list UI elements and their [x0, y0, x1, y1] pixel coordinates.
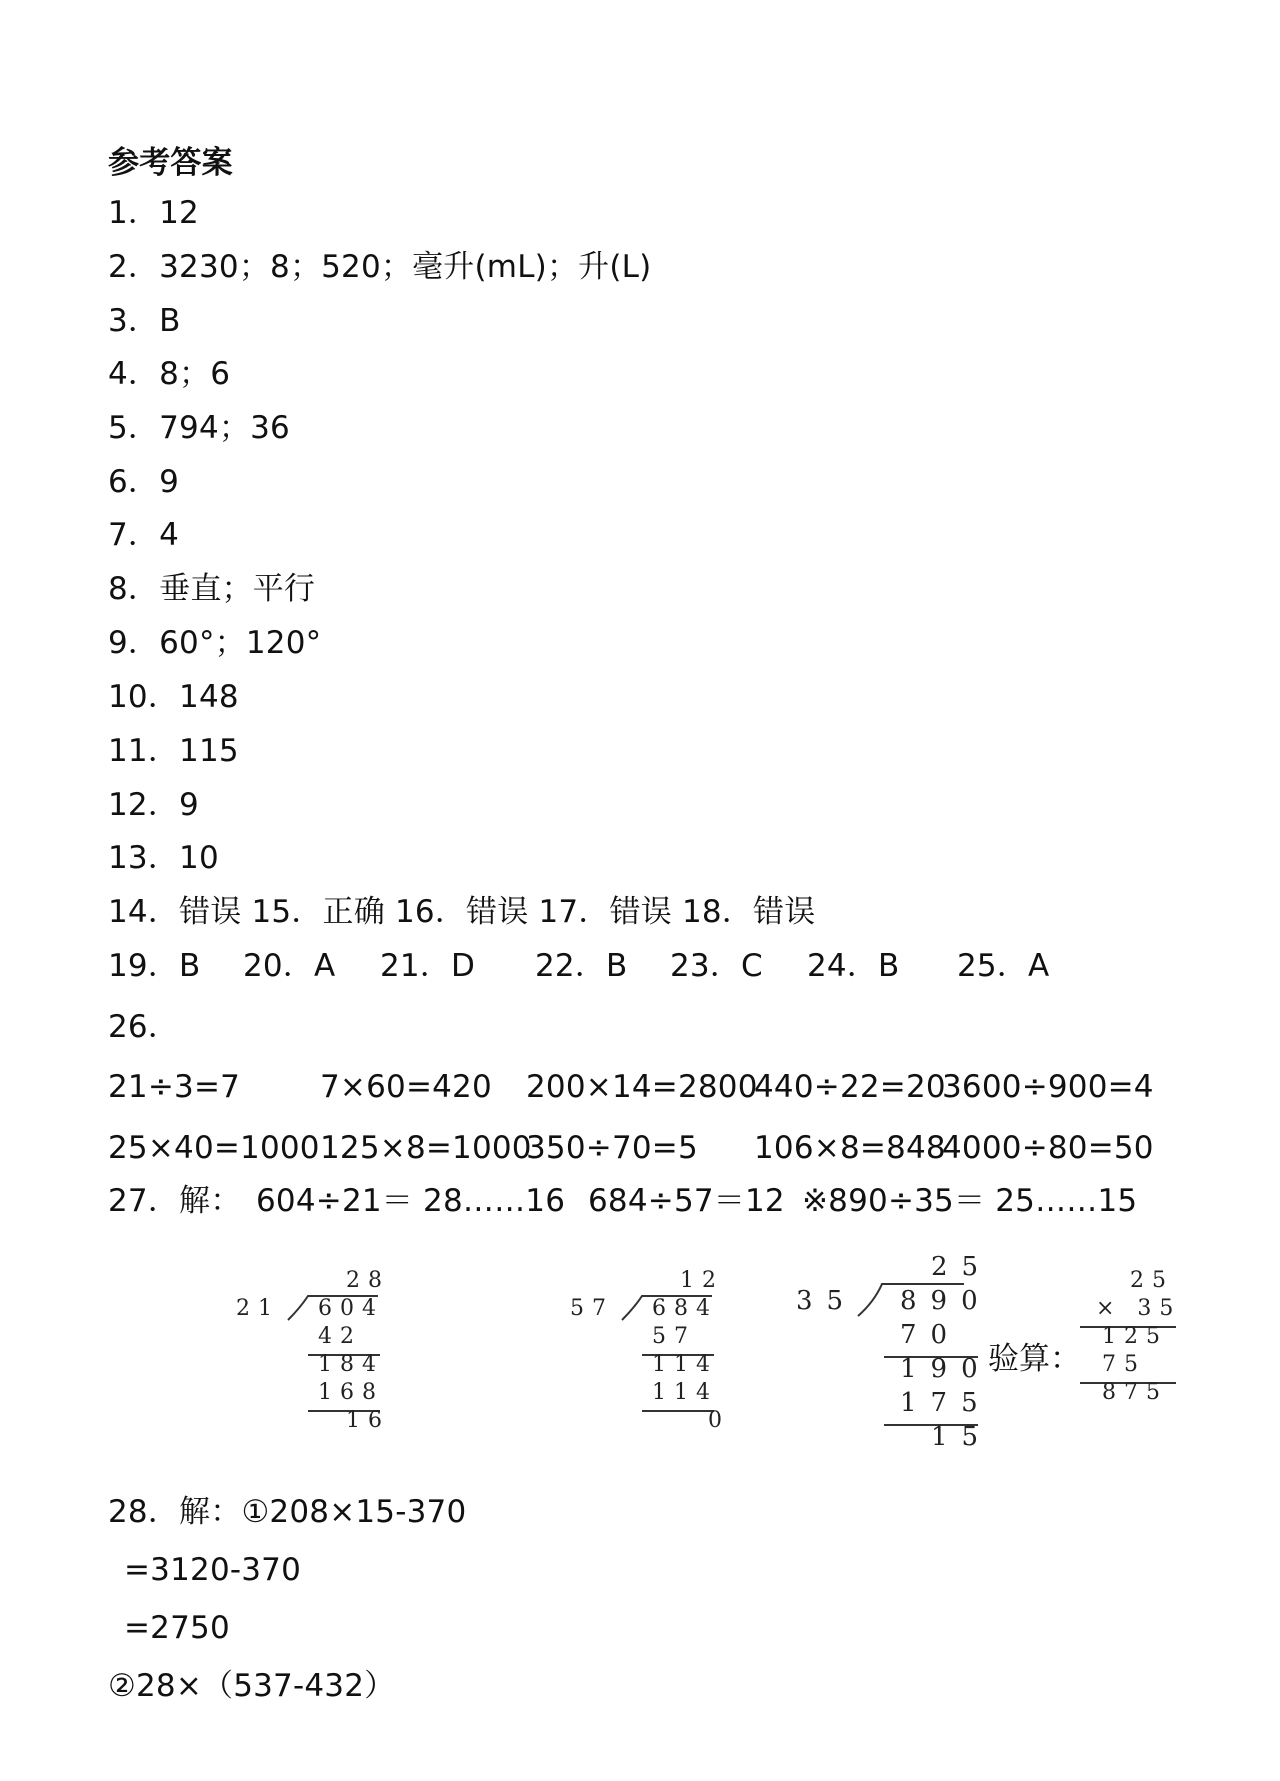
div2-dividend: 684	[652, 1296, 718, 1321]
div2-remainder-2: 0	[708, 1408, 730, 1433]
div1-dividend: 604	[318, 1296, 384, 1321]
answer-3: 3．B	[108, 303, 181, 339]
answer-26-label: 26．	[108, 1009, 180, 1045]
q26-r2-c5: 4000÷80=50	[942, 1130, 1154, 1166]
answer-1: 1．12	[108, 195, 199, 231]
q28-line-1: 28．解：①208×15-370	[108, 1494, 467, 1530]
check-partial-1: 125	[1102, 1324, 1168, 1349]
answer-7: 7．4	[108, 517, 180, 553]
div1-remainder-1: 184	[318, 1352, 384, 1377]
q26-r1-c1: 21÷3=7	[108, 1069, 241, 1105]
q28-line-2: =3120-370	[124, 1552, 302, 1588]
answer-6: 6．9	[108, 464, 180, 500]
div1-remainder-2: 16	[346, 1408, 390, 1433]
choice-23: 23．C	[670, 948, 763, 984]
div3-remainder-1: 190	[900, 1354, 992, 1384]
q26-r2-c2: 125×8=1000	[320, 1130, 532, 1166]
q26-r2-c1: 25×40=1000	[108, 1130, 320, 1166]
long-division-890-35	[796, 1252, 996, 1462]
q28-line-3: =2750	[124, 1610, 230, 1646]
answer-14-18: 14．错误 15．正确 16．错误 17．错误 18．错误	[108, 894, 816, 930]
q26-r2-c4: 106×8=848	[754, 1130, 946, 1166]
div2-divisor: 57	[570, 1296, 614, 1321]
choice-22: 22．B	[535, 948, 628, 984]
div1-subtract-2: 168	[318, 1380, 384, 1405]
long-division-684-57	[570, 1268, 730, 1438]
q26-row-2	[108, 1128, 1208, 1168]
div2-quotient: 12	[680, 1268, 724, 1293]
check-result: 875	[1102, 1380, 1168, 1405]
div3-remainder-2: 15	[931, 1422, 993, 1452]
q26-r2-c3: 350÷70=5	[526, 1130, 698, 1166]
q26-r1-c5: 3600÷900=4	[942, 1069, 1154, 1105]
page-title: 参考答案	[108, 145, 233, 181]
div3-dividend: 890	[900, 1286, 992, 1316]
div1-quotient: 28	[346, 1268, 390, 1293]
answer-11: 11．115	[108, 733, 239, 769]
verification-label: 验算：	[988, 1341, 1081, 1377]
answer-12: 12．9	[108, 787, 199, 823]
q27-label: 27．解：	[108, 1183, 242, 1219]
answer-5: 5．794；36	[108, 410, 290, 446]
answer-9: 9．60°；120°	[108, 625, 322, 661]
answer-13: 13．10	[108, 840, 219, 876]
div3-quotient: 25	[931, 1252, 993, 1282]
div1-subtract-1: 42	[318, 1324, 362, 1349]
answer-2: 2．3230；8；520；毫升(mL)；升(L)	[108, 249, 652, 285]
div3-subtract-2: 175	[900, 1388, 992, 1418]
answer-10: 10．148	[108, 679, 239, 715]
choice-21: 21．D	[380, 948, 476, 984]
q26-r1-c2: 7×60=420	[320, 1069, 492, 1105]
check-partial-2: 75	[1102, 1352, 1146, 1377]
q27-item-2: 684÷57＝12	[588, 1183, 785, 1219]
answers-19-25	[108, 946, 1208, 986]
q28-line-4: ②28×（537-432）	[108, 1668, 396, 1704]
div2-rule-2	[642, 1410, 714, 1412]
div2-subtract-2: 114	[652, 1380, 718, 1405]
div2-subtract-1: 57	[652, 1324, 696, 1349]
q27-item-3: ※890÷35＝ 25……15	[802, 1183, 1138, 1219]
check-multiplicand: 25	[1130, 1268, 1174, 1293]
q26-r1-c4: 440÷22=20	[754, 1069, 946, 1105]
verification-multiplication	[1080, 1268, 1200, 1438]
choice-19: 19．B	[108, 948, 201, 984]
div3-divisor: 35	[796, 1286, 858, 1316]
q27-item-1: 604÷21＝ 28……16	[256, 1183, 566, 1219]
q26-r1-c3: 200×14=2800	[526, 1069, 758, 1105]
q27-answers	[108, 1181, 1208, 1221]
long-division-604-21	[236, 1268, 396, 1438]
div1-divisor: 21	[236, 1296, 280, 1321]
div3-subtract-1: 70	[900, 1320, 962, 1350]
choice-20: 20．A	[243, 948, 336, 984]
choice-25: 25．A	[957, 948, 1050, 984]
check-multiplier: × 35	[1096, 1296, 1182, 1321]
answer-4: 4．8；6	[108, 356, 231, 392]
div2-remainder-1: 114	[652, 1352, 718, 1377]
choice-24: 24．B	[807, 948, 900, 984]
q26-row-1	[108, 1067, 1208, 1107]
answer-8: 8．垂直；平行	[108, 571, 316, 607]
